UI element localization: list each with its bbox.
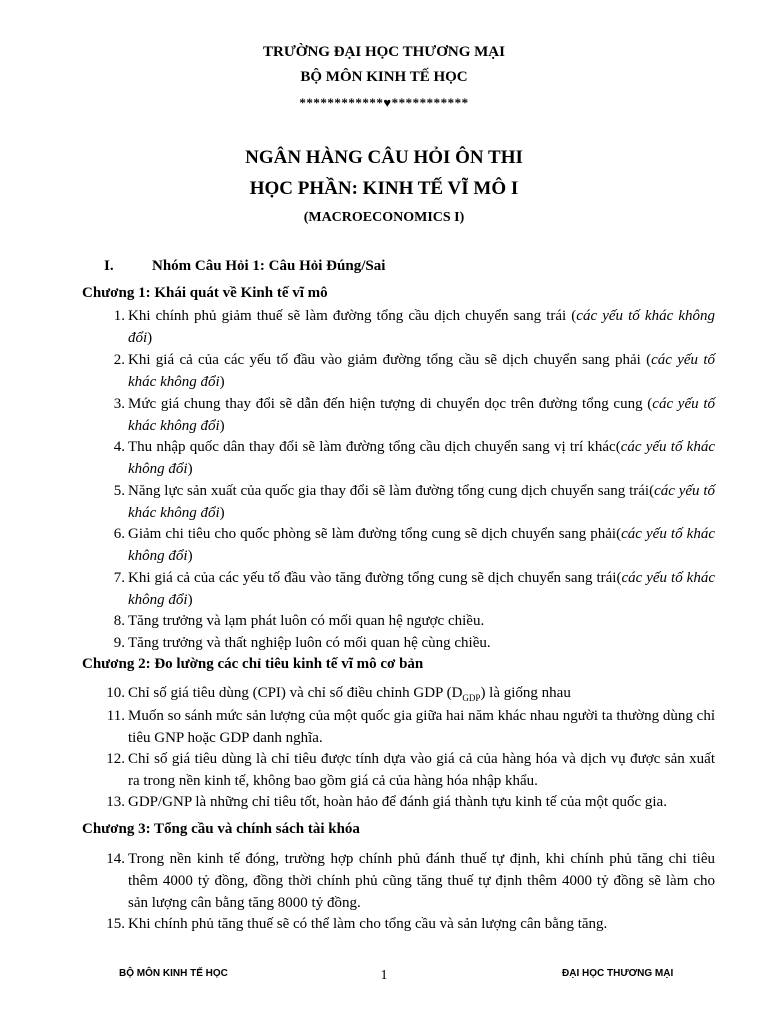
question-note: các yếu tố khác không đổi bbox=[128, 396, 715, 434]
question-text: Giảm chi tiêu cho quốc phòng sẽ làm đường tổng cung sẽ dịch chuyển sang phải( bbox=[128, 526, 622, 542]
question-text: Năng lực sản xuất của quốc gia thay đổi sẽ làm đường tổng cung dịch chuyển sang trái( bbox=[128, 483, 655, 499]
question-number: 14. bbox=[106, 851, 125, 867]
question-number: 3. bbox=[113, 396, 125, 412]
question-item bbox=[103, 610, 715, 632]
question-item bbox=[103, 632, 715, 654]
section-heading bbox=[104, 258, 385, 275]
document-title: NGÂN HÀNG CÂU HỎI ÔN THI bbox=[245, 147, 523, 168]
section-label: Nhóm Câu Hỏi 1: Câu Hỏi Đúng/Sai bbox=[152, 258, 386, 274]
question-number: 5. bbox=[113, 483, 125, 499]
section-number: I. bbox=[104, 258, 114, 274]
question-end: ) bbox=[147, 330, 153, 346]
chapter-heading: Chương 3: Tổng cầu và chính sách tài khóa bbox=[82, 821, 360, 837]
question-number: 2. bbox=[113, 352, 125, 368]
question-number: 9. bbox=[113, 635, 125, 651]
question-item bbox=[103, 848, 715, 914]
question-end: ) bbox=[219, 418, 225, 434]
question-number: 1. bbox=[113, 308, 125, 324]
question-number: 4. bbox=[113, 439, 125, 455]
question-note: các yếu tố khác không đổi bbox=[128, 352, 715, 390]
question-number: 13. bbox=[106, 794, 125, 810]
question-note: các yếu tố khác không đổi bbox=[128, 483, 715, 521]
question-text: Muốn so sánh mức sản lượng của một quốc gia giữa hai năm khác nhau người ta thường dùng chỉ tiêu GNP hoặc GDP danh nghĩa. bbox=[128, 708, 715, 746]
question-item bbox=[103, 567, 715, 611]
question-item bbox=[103, 748, 715, 792]
question-item bbox=[103, 349, 715, 393]
question-text: Chỉ số giá tiêu dùng là chỉ tiêu được tính dựa vào giá cả của hàng hóa và dịch vụ được sản xuất ra trong nền kinh tế, không bao gồm giá cả của hàng hóa nhập khẩu. bbox=[128, 751, 715, 789]
question-text: Mức giá chung thay đổi sẽ dẫn đến hiện tượng di chuyển dọc trên đường tổng cung ( bbox=[128, 396, 653, 412]
footer-department: BỘ MÔN KINH TẾ HỌC bbox=[119, 968, 228, 979]
question-text: Trong nền kinh tế đóng, trường hợp chính phủ đánh thuế tự định, khi chính phủ tăng chi tiêu thêm 4000 tỷ đồng, đồng thời chính phủ cũng tăng thuế tự định thêm 4000 tỷ đồng sẽ làm cho sản lượng cân bằng tăng 8000 tỷ đồng. bbox=[128, 851, 715, 911]
question-item bbox=[103, 791, 715, 813]
school-name: TRƯỜNG ĐẠI HỌC THƯƠNG MẠI bbox=[263, 44, 505, 60]
question-text: Tăng trưởng và thất nghiệp luôn có mối quan hệ cùng chiều. bbox=[128, 635, 491, 651]
chapter-heading: Chương 2: Đo lường các chỉ tiêu kinh tế vĩ mô cơ bản bbox=[82, 656, 424, 672]
question-number: 10. bbox=[106, 685, 125, 701]
question-number: 6. bbox=[113, 526, 125, 542]
department-name: BỘ MÔN KINH TẾ HỌC bbox=[300, 69, 468, 85]
question-item bbox=[103, 913, 715, 935]
course-english-title: (MACROECONOMICS I) bbox=[303, 210, 465, 225]
question-number: 11. bbox=[106, 708, 125, 724]
question-item bbox=[103, 523, 715, 567]
question-note: các yếu tố khác không đổi bbox=[128, 570, 715, 608]
question-text: Khi giá cả của các yếu tố đầu vào giảm đường tổng cầu sẽ dịch chuyển sang phải ( bbox=[128, 352, 652, 368]
question-item bbox=[103, 480, 715, 524]
question-number: 12. bbox=[106, 751, 125, 767]
footer-university: ĐẠI HỌC THƯƠNG MẠI bbox=[562, 968, 674, 979]
question-end: ) bbox=[219, 374, 225, 390]
question-text: Khi chính phủ tăng thuế sẽ có thể làm cho tổng cầu và sản lượng cân bằng tăng. bbox=[128, 916, 608, 932]
subscript-gdp: GDP bbox=[462, 693, 481, 703]
question-item bbox=[103, 393, 715, 437]
page-number: 1 bbox=[380, 968, 388, 983]
question-number: 8. bbox=[113, 613, 125, 629]
question-text: Tăng trưởng và lạm phát luôn có mối quan hệ ngược chiều. bbox=[128, 613, 485, 629]
question-end: ) là giống nhau bbox=[480, 685, 571, 701]
ornament-divider: ************♥*********** bbox=[299, 95, 469, 110]
question-text: GDP/GNP là những chỉ tiêu tốt, hoàn hảo để đánh giá thành tựu kinh tế của một quốc gia. bbox=[128, 794, 667, 810]
question-note: các yếu tố khác không đổi bbox=[128, 439, 715, 477]
chapter-heading: Chương 1: Khái quát về Kinh tế vĩ mô bbox=[82, 285, 328, 301]
question-text: Thu nhập quốc dân thay đổi sẽ làm đường tổng cầu dịch chuyển sang vị trí khác( bbox=[128, 439, 621, 455]
question-item bbox=[103, 705, 715, 749]
course-title: HỌC PHẦN: KINH TẾ VĨ MÔ I bbox=[249, 178, 519, 199]
question-end: ) bbox=[187, 548, 193, 564]
question-text: Chỉ số giá tiêu dùng (CPI) và chỉ số điều chỉnh GDP (D bbox=[128, 685, 463, 701]
question-end: ) bbox=[219, 505, 225, 521]
question-number: 7. bbox=[113, 570, 125, 586]
question-item bbox=[103, 305, 715, 349]
question-text: Khi giá cả của các yếu tố đầu vào tăng đường tổng cung sẽ dịch chuyển sang trái( bbox=[128, 570, 622, 586]
question-number: 15. bbox=[106, 916, 125, 932]
question-note: các yếu tố khác không đổi bbox=[128, 308, 715, 346]
question-text: Khi chính phủ giảm thuế sẽ làm đường tổng cầu dịch chuyển sang trái ( bbox=[128, 308, 577, 324]
question-item bbox=[103, 436, 715, 480]
question-note: các yếu tố khác không đổi bbox=[128, 526, 715, 564]
question-end: ) bbox=[187, 461, 193, 477]
question-end: ) bbox=[187, 592, 193, 608]
